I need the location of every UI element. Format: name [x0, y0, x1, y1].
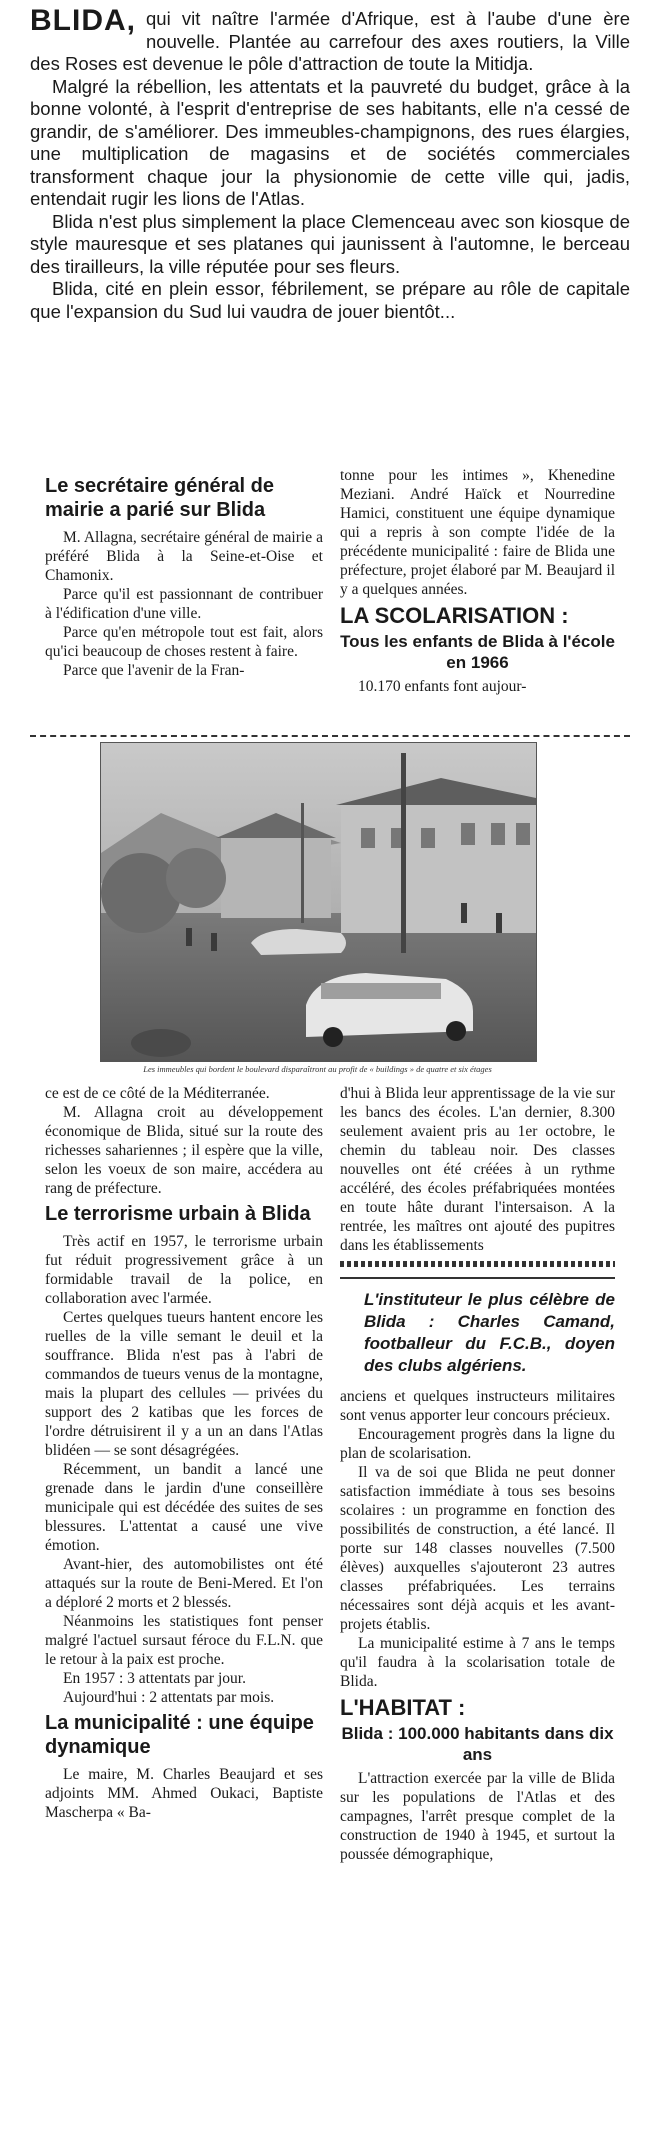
- intro-paragraph: Malgré la rébellion, les attentats et la pauvreté du budget, grâce à la bonne volonté, à l'esprit d'entreprise de ses habitants, elle n'a cessé de grandir, de s'améliorer. Des immeubles-champignons, des rues élargies, une multiplication de magasins et de sociétés commerciales transforment chaque jour la physionomie de cette ville qui, jadis, entendait rugir les lions de l'Atlas.: [30, 75, 630, 209]
- instituteur-callout: [340, 1277, 615, 1377]
- heading-habitat: L'HABITAT :: [340, 1695, 466, 1720]
- intro-paragraph: [30, 4, 630, 76]
- paragraph: En 1957 : 3 attentats par jour.: [63, 1670, 246, 1687]
- paragraph: Néanmoins les statistiques font penser malgré l'actuel sursaut féroce du F.L.N. que le retour à la paix est proche.: [45, 1613, 323, 1668]
- paragraph: Certes quelques tueurs hantent encore les ruelles de la ville semant le deuil et la souffrance. Blida n'est pas à l'abri de commandos de tueurs venus de la montagne, mais la plupart des cellules — privées du support des 2 katibas que les forces de l'ordre détruisirent il y a un an dans l'Atlas blidéen — se sont désagrégées.: [45, 1309, 323, 1459]
- paragraph: Récemment, un bandit a lancé une grenade dans le jardin d'une conseillère municipale qui est décédée des suites de ses blessures. L'attentat a causé une vive émotion.: [45, 1461, 323, 1554]
- upper-left-column: [45, 470, 323, 680]
- intro-paragraph: Blida n'est plus simplement la place Clemenceau avec son kiosque de style mauresque et ses platanes qui jaunissent à l'automne, le berceau des tirailleurs, la ville réputée pour ses fleurs.: [30, 210, 630, 277]
- intro-block: [30, 4, 630, 323]
- paragraph: Avant-hier, des automobilistes ont été attaqués sur la route de Beni-Mered. Et l'on a déploré 2 morts et 2 blessés.: [45, 1556, 323, 1611]
- paragraph: La municipalité estime à 7 ans le temps qu'il faudra à la scolarisation totale de Blida.: [340, 1635, 615, 1690]
- paragraph: Il va de soi que Blida ne peut donner satisfaction immédiate à tous ses besoins scolaires : un programme en fonction des possibilités de construction, a été lancé. Il porte sur 148 classes nouvelles (7.500 élèves) auxquelles s'ajouteront 23 autres classes préfabriquées. Les terrains nécessaires sont déjà acquis et les avant-projets établis.: [340, 1464, 615, 1633]
- paragraph: Aujourd'hui : 2 attentats par mois.: [63, 1689, 275, 1706]
- section-divider: [30, 735, 630, 737]
- subheading-scolarisation: Tous les enfants de Blida à l'école en 1966: [340, 632, 615, 672]
- heading-terrorisme: Le terrorisme urbain à Blida: [45, 1203, 311, 1225]
- decorative-rule: [340, 1261, 615, 1267]
- heading-scolarisation: LA SCOLARISATION :: [340, 603, 569, 628]
- heading-secretaire: Le secrétaire général de mairie a parié sur Blida: [45, 475, 275, 521]
- street-photo: [100, 742, 537, 1062]
- heading-municipalite: La municipalité : une équipe dynamique: [45, 1712, 314, 1758]
- paragraph: M. Allagna croit au développement économique de Blida, situé sur la route des richesses sahariennes ; il espère que la ville, selon les voeux de son maire, accédera au rang de préfecture.: [45, 1104, 323, 1197]
- photo-caption: Les immeubles qui bordent le boulevard disparaîtront au profit de « buildings » de quatre et six étages: [143, 1064, 492, 1074]
- intro-paragraph: Blida, cité en plein essor, fébrilement, se prépare au rôle de capitale que l'expansion du Sud lui vaudra de jouer bientôt...: [30, 278, 630, 322]
- intro-dropword: BLIDA,: [30, 4, 136, 37]
- subheading-habitat: Blida : 100.000 habitants dans dix ans: [341, 1724, 614, 1764]
- lower-right-column: [340, 1084, 615, 1864]
- paragraph: Le maire, M. Charles Beaujard et ses adjoints MM. Ahmed Oukaci, Baptiste Mascherpa « Ba-: [45, 1766, 323, 1821]
- paragraph: Très actif en 1957, le terrorisme urbain fut réduit progressivement grâce à un formidable travail de la police, en collaboration avec l'armée.: [45, 1233, 323, 1307]
- paragraph: tonne pour les intimes », Khenedine Meziani. André Haïck et Nourredine Hamici, constituent une équipe dynamique qui a repris à son compte l'idée de la précédente municipalité : faire de Blida une préfecture, projet élaboré par M. Beaujard il y a quelques années.: [340, 467, 615, 598]
- upper-right-column: [340, 466, 615, 696]
- paragraph: ce est de ce côté de la Méditerranée.: [45, 1085, 270, 1102]
- paragraph: Parce qu'il est passionnant de contribuer à l'édification d'une ville.: [45, 586, 323, 622]
- paragraph: L'attraction exercée par la ville de Blida sur les populations de l'Atlas et des campagnes, l'arrêt presque complet de la construction de 1940 à 1945, et surtout la poussée démographique,: [340, 1770, 615, 1863]
- paragraph: Parce que l'avenir de la Fran-: [63, 662, 245, 679]
- paragraph: Encouragement progrès dans la ligne du plan de scolarisation.: [340, 1426, 615, 1462]
- paragraph: M. Allagna, secrétaire général de mairie a préféré Blida à la Seine-et-Oise et Chamonix.: [45, 529, 323, 584]
- callout-text: L'instituteur le plus célèbre de Blida : Charles Camand, footballeur du F.C.B., doyen des clubs algériens.: [364, 1290, 615, 1375]
- paragraph: d'hui à Blida leur apprentissage de la vie sur les bancs des écoles. L'an dernier, 8.300 seulement avaient pris au 1er octobre, le chemin du tableau noir. Des classes nouvelles ont été créées à un rythme accéléré, des écoles préfabriquées montées en toute hâte durant l'intersaison. A la rentrée, les maîtres ont ajouté des pupitres dans les établissements: [340, 1085, 615, 1254]
- paragraph: anciens et quelques instructeurs militaires sont venus apporter leur concours précieux.: [340, 1388, 615, 1424]
- paragraph: Parce qu'en métropole tout est fait, alors qu'ici beaucoup de choses restent à faire.: [45, 624, 323, 660]
- paragraph: 10.170 enfants font aujour-: [358, 678, 527, 695]
- lower-left-column: [45, 1084, 323, 1822]
- intro-text: qui vit naître l'armée d'Afrique, est à l'aube d'une ère nouvelle. Plantée au carrefour des axes routiers, la Ville des Roses est devenue le pôle d'attraction de toute la Mitidja.: [30, 8, 630, 74]
